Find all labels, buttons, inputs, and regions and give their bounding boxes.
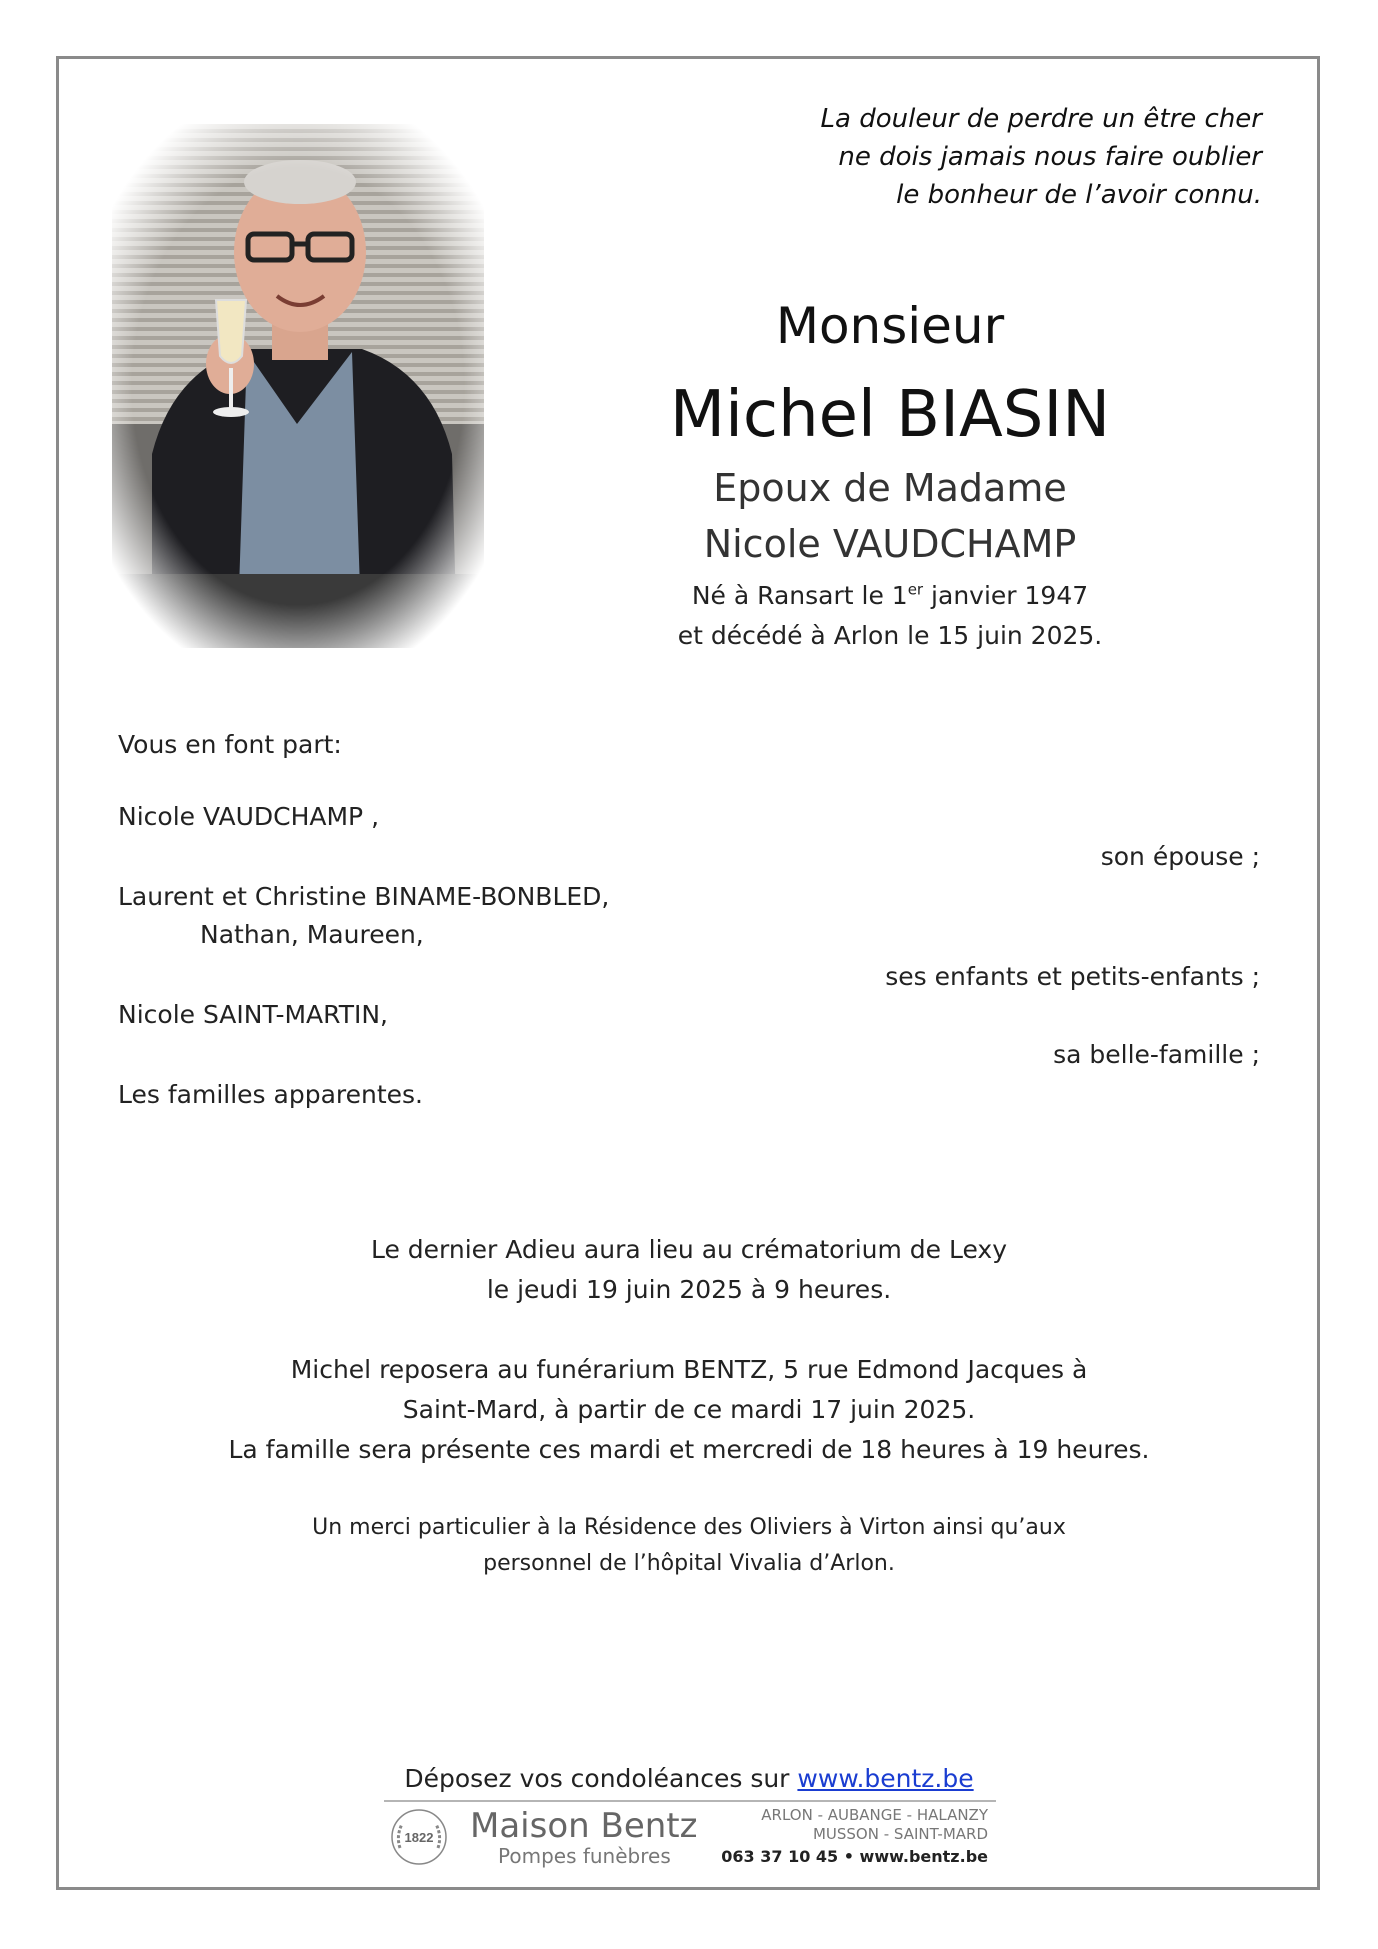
family-intro: Vous en font part: xyxy=(118,730,342,759)
visitation-line: Saint-Mard, à partir de ce mardi 17 juin 2025. xyxy=(402,1395,976,1424)
family-member-names: Laurent et Christine BINAME-BONBLED, xyxy=(118,882,610,911)
spouse-name: Nicole VAUDCHAMP xyxy=(703,522,1077,566)
family-relation: son épouse ; xyxy=(1100,842,1260,871)
thanks-info xyxy=(118,1510,1260,1582)
family-member-sub: Nathan, Maureen, xyxy=(200,920,424,949)
brand-contact: 063 37 10 45 • www.bentz.be xyxy=(721,1847,988,1866)
life-dates xyxy=(600,576,1180,656)
poem-line: ne dois jamais nous faire oublier xyxy=(838,142,1262,172)
condolences-text: Déposez vos condoléances sur xyxy=(404,1764,798,1793)
family-member-names: Les familles apparentes. xyxy=(118,1080,423,1109)
portrait-illustration xyxy=(112,124,484,648)
seal-year: 1822 xyxy=(404,1830,434,1845)
locations-line: MUSSON - SAINT-MARD xyxy=(812,1825,988,1843)
brand-name: Maison Bentz xyxy=(470,1806,698,1846)
death-line: et décédé à Arlon le 15 juin 2025. xyxy=(677,621,1103,650)
locations-line: ARLON - AUBANGE - HALANZY xyxy=(761,1806,988,1824)
spouse-line: Epoux de Madame xyxy=(713,466,1067,510)
honorific: Monsieur xyxy=(775,297,1005,355)
visitation-line: Michel reposera au funérarium BENTZ, 5 rue Edmond Jacques à xyxy=(290,1355,1088,1384)
ceremony-line: le jeudi 19 juin 2025 à 9 heures. xyxy=(486,1275,892,1304)
thanks-line: Un merci particulier à la Résidence des Oliviers à Virton ainsi qu’aux xyxy=(312,1515,1066,1540)
deceased-name: Michel BIASIN xyxy=(669,378,1111,452)
brand-subtitle: Pompes funèbres xyxy=(498,1844,671,1868)
family-member-names: Nicole SAINT-MARTIN, xyxy=(118,1000,388,1029)
condolences-line xyxy=(118,1762,1260,1796)
birth-line xyxy=(600,576,1180,616)
thanks-line: personnel de l’hôpital Vivalia d’Arlon. xyxy=(483,1551,895,1576)
poem-line: La douleur de perdre un être cher xyxy=(820,104,1262,134)
family-relation: sa belle-famille ; xyxy=(1053,1040,1260,1069)
portrait-photo xyxy=(112,124,484,648)
poem-line: le bonheur de l’avoir connu. xyxy=(896,180,1262,210)
birth-prefix: Né à Ransart le 1 xyxy=(691,581,908,610)
family-member-names: Nicole VAUDCHAMP , xyxy=(118,802,380,831)
laurel-seal-icon xyxy=(390,1808,448,1866)
family-relation: ses enfants et petits-enfants ; xyxy=(885,962,1260,991)
birth-ordinal: er xyxy=(907,580,924,599)
brand-locations xyxy=(761,1806,988,1844)
condolences-link[interactable]: www.bentz.be xyxy=(797,1764,974,1793)
memorial-poem xyxy=(662,100,1262,214)
funeral-home-logo xyxy=(384,1800,996,1872)
ceremony-line: Le dernier Adieu aura lieu au crématorium de Lexy xyxy=(370,1235,1008,1264)
ceremony-info xyxy=(118,1230,1260,1310)
birth-suffix: janvier 1947 xyxy=(923,581,1089,610)
visitation-info xyxy=(118,1350,1260,1470)
visitation-line: La famille sera présente ces mardi et mercredi de 18 heures à 19 heures. xyxy=(228,1435,1150,1464)
